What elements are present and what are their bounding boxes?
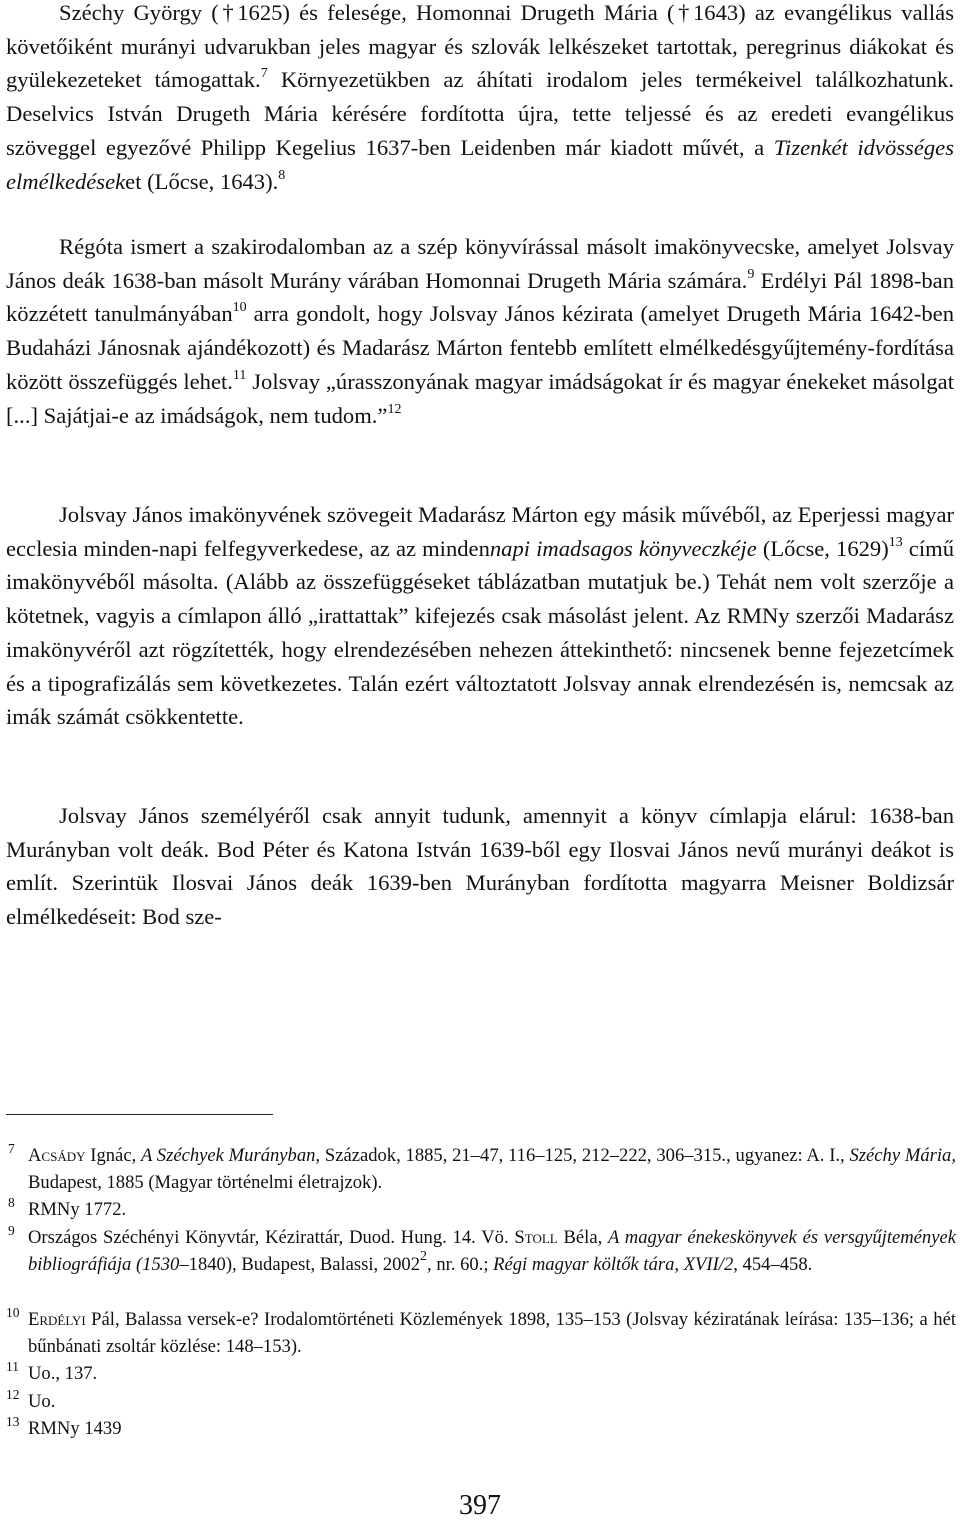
text-run: Régóta ismert a szakirodalomban az a szép könyvírással másolt imakönyvecske, amelyet Jolsvay János deák 1638-ban másolt Murány várában Homonnai Drugeth Mária számára. bbox=[6, 234, 954, 293]
text-run: 1643) az evangélikus vallás követőiként murányi udvarukban jeles magyar és szlovák lelkészeket tartottak, peregrinus diákokat és gyülekezeteket támogattak. bbox=[6, 0, 954, 93]
text-run: Béla, bbox=[557, 1227, 608, 1248]
page-number: 397 bbox=[459, 1490, 501, 1521]
footnote-7 bbox=[8, 1141, 956, 1197]
footnote-number: 7 bbox=[8, 1141, 15, 1156]
footnote-number: 8 bbox=[8, 1195, 15, 1210]
text-run: Jolsvay János imakönyvének szövegeit Madarász Márton egy másik művéből, az Eperjessi magyar ecclesia minden-napi felfegyverkedese, az az minden bbox=[6, 502, 954, 561]
death-cross-glyph: † bbox=[218, 0, 238, 25]
body-paragraph-2 bbox=[6, 230, 954, 432]
footnote-separator bbox=[6, 1114, 273, 1115]
text-run: Erdélyi Pál 1898-ban közzétett tanulmányában bbox=[6, 267, 954, 327]
body-paragraph-3 bbox=[6, 498, 954, 734]
text-run: 1625) és felesége, Homonnai Drugeth Mária ( bbox=[237, 0, 675, 25]
text-run: Környezetükben az áhítati irodalom jeles termékeivel találkozhatunk. Deselvics István Drugeth Mária kérésére fordította újra, tette teljessé és az eredeti evangélikus szöveggel egyezővé Philipp Kegelius 1637-ben Leidenben már kiadott művét, a bbox=[6, 67, 954, 160]
death-cross-glyph: † bbox=[674, 0, 693, 25]
footnote-9 bbox=[8, 1223, 956, 1279]
footnote-ref-10[interactable]: 10 bbox=[232, 300, 247, 316]
text-run: Uo. bbox=[28, 1391, 56, 1412]
body-paragraph-1 bbox=[6, 0, 954, 198]
edition-superscript: 2 bbox=[420, 1249, 428, 1265]
text-run: –1840), Budapest, Balassi, 2002 bbox=[179, 1254, 421, 1276]
text-run: Országos Széchényi Könyvtár, Kézirattár, Duod. Hung. 14. Vö. bbox=[28, 1227, 515, 1248]
book-title: Tizenkét idvösséges elmélkedések bbox=[6, 134, 954, 194]
footnote-number: 13 bbox=[6, 1414, 20, 1429]
footnote-ref-13[interactable]: 13 bbox=[888, 534, 903, 550]
footnote-number: 11 bbox=[6, 1359, 19, 1374]
footnote-10 bbox=[6, 1305, 956, 1361]
text-run: Pál, Balassa versek-e? Irodalomtörténeti Közlemények 1898, 135–153 (Jolsvay kéziratának leírása: 135–136; a hét bűnbánati zsoltár közlése: 148–153). bbox=[28, 1309, 956, 1358]
author-name: Stoll bbox=[514, 1227, 558, 1248]
text-run: című imakönyvéből másolta. (Alább az összefüggéseket táblázatban mutatjuk be.) Tehát nem volt szerzője a kötetnek, vagyis a címlapon álló „irattattak” kifejezés csak másolást jelent. Az RMNy szerzői Madarász imakönyvéről azt rögzítették, hogy elrendezésében nehezen áttekinthető: nincsenek benne fejezetcímek és a tipografizálás sem következetes. Talán ezért változtatott Jolsvay annak elrendezésén is, nemcsak az imák számát csökkentette. bbox=[6, 535, 954, 730]
book-title: napi imadsagos könyveczkéje bbox=[489, 535, 757, 561]
text-run: Ignác, bbox=[85, 1145, 141, 1166]
text-run: RMNy 1772. bbox=[28, 1199, 127, 1220]
book-title: Széchy Mária, bbox=[849, 1145, 956, 1166]
text-run: RMNy 1439 bbox=[28, 1418, 122, 1439]
footnote-11 bbox=[6, 1359, 956, 1387]
text-run: (Lőcse, 1629) bbox=[756, 535, 889, 561]
footnote-number: 10 bbox=[6, 1305, 20, 1320]
footnote-ref-7[interactable]: 7 bbox=[260, 66, 268, 82]
footnote-ref-8[interactable]: 8 bbox=[278, 167, 286, 183]
text-run: Uo., 137. bbox=[28, 1363, 98, 1384]
text-run: Századok, 1885, 21–47, 116–125, 212–222, 306–315., ugyanez: A. I., bbox=[320, 1145, 850, 1166]
text-run: 454–458. bbox=[737, 1254, 813, 1276]
footnote-ref-9[interactable]: 9 bbox=[747, 266, 755, 282]
footnote-ref-12[interactable]: 12 bbox=[387, 401, 402, 417]
footnote-8 bbox=[8, 1195, 956, 1223]
footnote-ref-11[interactable]: 11 bbox=[232, 367, 247, 383]
book-title: Régi magyar költők tára, XVII/2, bbox=[493, 1254, 738, 1276]
text-run: , nr. 60.; bbox=[427, 1254, 494, 1276]
footnote-number: 12 bbox=[6, 1387, 20, 1402]
text-run: Jolsvay János személyéről csak annyit tudunk, amennyit a könyv címlapja elárul: 1638-ban Murányban volt deák. Bod Péter és Katona István 1639-ből egy Ilosvai János nevű murányi deákot is említ. Szerintük Ilosvai János deák 1639-ben Murányban fordította magyarra Meisner Boldizsár elmélkedéseit: Bod sze- bbox=[6, 803, 954, 930]
book-title: A magyar énekeskönyvek és versgyűjtemények bibliográfiája (1530 bbox=[28, 1227, 956, 1276]
footnote-13 bbox=[6, 1414, 956, 1442]
body-paragraph-4 bbox=[6, 799, 954, 934]
footnote-number: 9 bbox=[8, 1223, 15, 1238]
author-name: Acsády bbox=[28, 1145, 86, 1166]
author-name: Erdélyi bbox=[28, 1309, 86, 1330]
footnote-12 bbox=[6, 1387, 956, 1415]
text-run: et (Lőcse, 1643). bbox=[125, 168, 279, 194]
text-run: Jolsvay „úrasszonyának magyar imádságokat ír és magyar énekeket másolgat [...] Sajátjai-e az imádságok, nem tudom.” bbox=[6, 368, 954, 428]
text-run: Budapest, 1885 (Magyar történelmi életrajzok). bbox=[28, 1172, 383, 1194]
text-run: arra gondolt, hogy Jolsvay János kézirata (amelyet Drugeth Mária 1642-ben Budaházi Jánosnak ajándékozott) és Madarász Márton fentebb említett elmélkedésgyűjtemény-fordítása között összefüggés lehet. bbox=[6, 301, 954, 394]
book-title: A Széchyek Murányban, bbox=[141, 1145, 321, 1166]
text-run: Széchy György ( bbox=[59, 0, 219, 25]
